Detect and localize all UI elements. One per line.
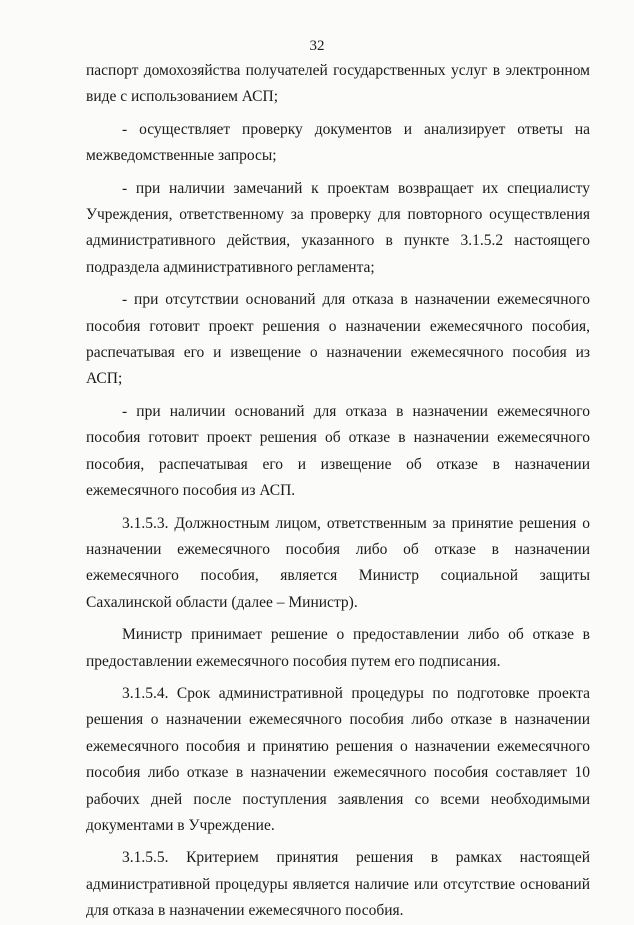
paragraph-3-1-5-4: 3.1.5.4. Срок административной процедуры по подготовке проекта решения о назначении ежемесячного пособия либо отказе в назначении ежемесячного пособия и принятию решения о назначении ежемесячного пособия либо отказе в назначении ежемесячного пособия составляет 10 рабочих дней после поступления заявления со всеми необходимыми документами в Учреждение. (86, 684, 590, 834)
paragraph-3-1-5-3: 3.1.5.3. Должностным лицом, ответственным за принятие решения о назначении ежемесячного пособия либо об отказе в назначении ежемесячного пособия, является Министр социальной защиты Сахалинской области (далее – Министр). (86, 514, 590, 611)
paragraph-grounds-refusal: - при наличии оснований для отказа в назначении ежемесячного пособия готовит проект решения об отказе в назначении ежемесячного пособия, распечатывая его и извещение об отказе в назначении ежемесячного пособия из АСП. (86, 402, 590, 500)
paragraph-no-grounds: - при отсутствии оснований для отказа в назначении ежемесячного пособия готовит проект решения о назначении ежемесячного пособия, распечатывая его и извещение о назначении ежемесячного пособия из АСП; (86, 291, 590, 388)
paragraph-3-1-5-5: 3.1.5.5. Критерием принятия решения в рамках настоящей административной процедуры является наличие или отсутствие оснований для отказа в назначении ежемесячного пособия. (86, 849, 590, 920)
paragraph-continuation: паспорт домохозяйства получателей государственных услуг в электронном виде с использованием АСП; (86, 62, 590, 106)
paragraph-minister-decision: Министр принимает решение о предоставлении либо об отказе в предоставлении ежемесячного пособия путем его подписания. (86, 626, 590, 670)
page-number: 32 (309, 38, 325, 54)
paragraph-return-projects: - при наличии замечаний к проектам возвращает их специалисту Учреждения, ответственному за проверку для повторного осуществления административного действия, указанного в пункте 3.1.5.2 настоящего подраздела административного регламента; (86, 179, 590, 276)
paragraph-check-documents: - осуществляет проверку документов и анализирует ответы на межведомственные запросы; (86, 120, 590, 165)
document-body (86, 58, 590, 925)
